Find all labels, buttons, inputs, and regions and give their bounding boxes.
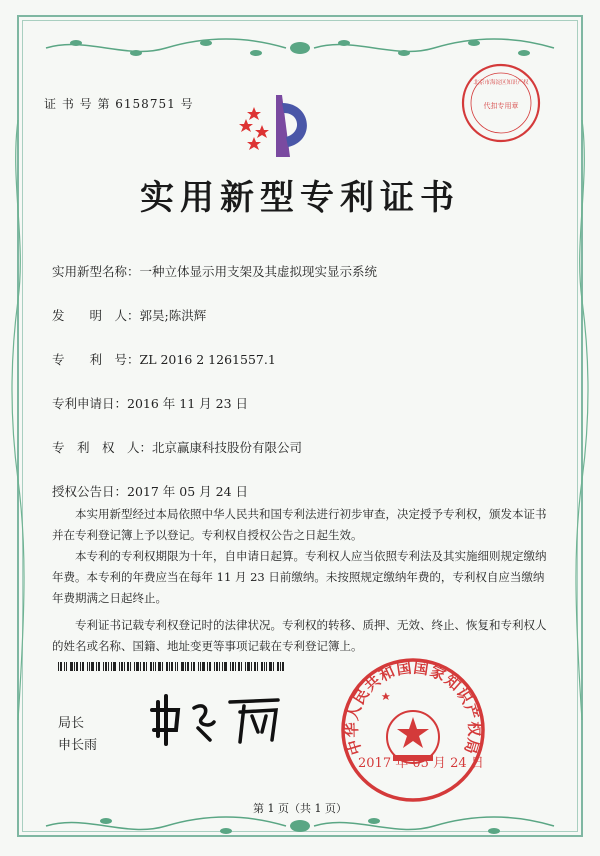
top-ornament (6, 34, 594, 62)
certificate-number (44, 95, 194, 112)
seal-date: 2017 年 05 月 24 日 (358, 756, 484, 771)
body-paragraph: 专利证书记载专利权登记时的法律状况。专利权的转移、质押、无效、终止、恢复和专利权人的姓名或名称、国籍、地址变更等事项记载在专利登记簿上。 (52, 618, 547, 653)
certificate-title: 实用新型专利证书 (140, 178, 460, 218)
field-filing-date (52, 394, 248, 412)
field-utility-model-name (52, 262, 377, 280)
stamp-center-text: 代扣专用章 (483, 102, 519, 110)
bottom-ornament (6, 812, 594, 840)
field-patent-number (52, 350, 276, 368)
field-label: 专 利 权 人： (52, 440, 153, 455)
signer-title: 局长 (58, 716, 85, 731)
field-value: 郭昊;陈洪辉 (139, 308, 207, 323)
body-paragraph: 本实用新型经过本局依照中华人民共和国专利法进行初步审查，决定授予专利权，颁发本证书并在专利登记簿上予以登记。专利权自授权公告之日起生效。 (52, 507, 547, 542)
signer-name: 申长雨 (58, 738, 98, 753)
page-number: 第 1 页（共 1 页） (253, 802, 347, 815)
field-label: 发 明 人： (52, 308, 140, 323)
field-value: 2017 年 05 月 24 日 (127, 484, 249, 499)
field-value: 一种立体显示用支架及其虚拟现实显示系统 (139, 264, 378, 279)
field-label: 授权公告日： (52, 484, 128, 499)
certificate-number-suffix: 号 (180, 97, 194, 111)
director-signature (148, 688, 288, 748)
field-value: ZL 2016 2 1261557.1 (139, 352, 276, 367)
seal-text: 中华人民共和国国家知识产权局 (342, 658, 484, 757)
field-patentee (52, 438, 302, 456)
field-value: 北京赢康科技股份有限公司 (152, 440, 303, 455)
certificate-number-value: 6158751 (115, 97, 176, 111)
certificate-body (52, 504, 552, 657)
field-label: 实用新型名称： (52, 264, 140, 279)
field-label: 专 利 号： (52, 352, 140, 367)
certificate-number-label: 证 书 号 第 (44, 97, 111, 111)
body-paragraph: 本专利的专利权期限为十年，自申请日起算。专利权人应当依照专利法及其实施细则规定缴纳年费。本专利的年费应当在每年 11 月 23 日前缴纳。未按照规定缴纳年费的，专利权自应当缴纳年费期满之日起终止。 (52, 549, 547, 605)
field-grant-date (52, 482, 248, 500)
field-value: 2016 年 11 月 23 日 (127, 396, 249, 411)
national-ip-office-seal (338, 655, 488, 805)
field-label: 专利申请日： (52, 396, 128, 411)
stamp-ring-text: 北京市海淀区知识产权 (473, 80, 529, 86)
svg-text:中华人民共和国国家知识产权局 (343, 658, 483, 756)
patent-office-emblem-icon (232, 85, 332, 165)
field-inventor (52, 306, 206, 324)
barcode (58, 662, 288, 671)
agency-stamp (460, 62, 542, 144)
